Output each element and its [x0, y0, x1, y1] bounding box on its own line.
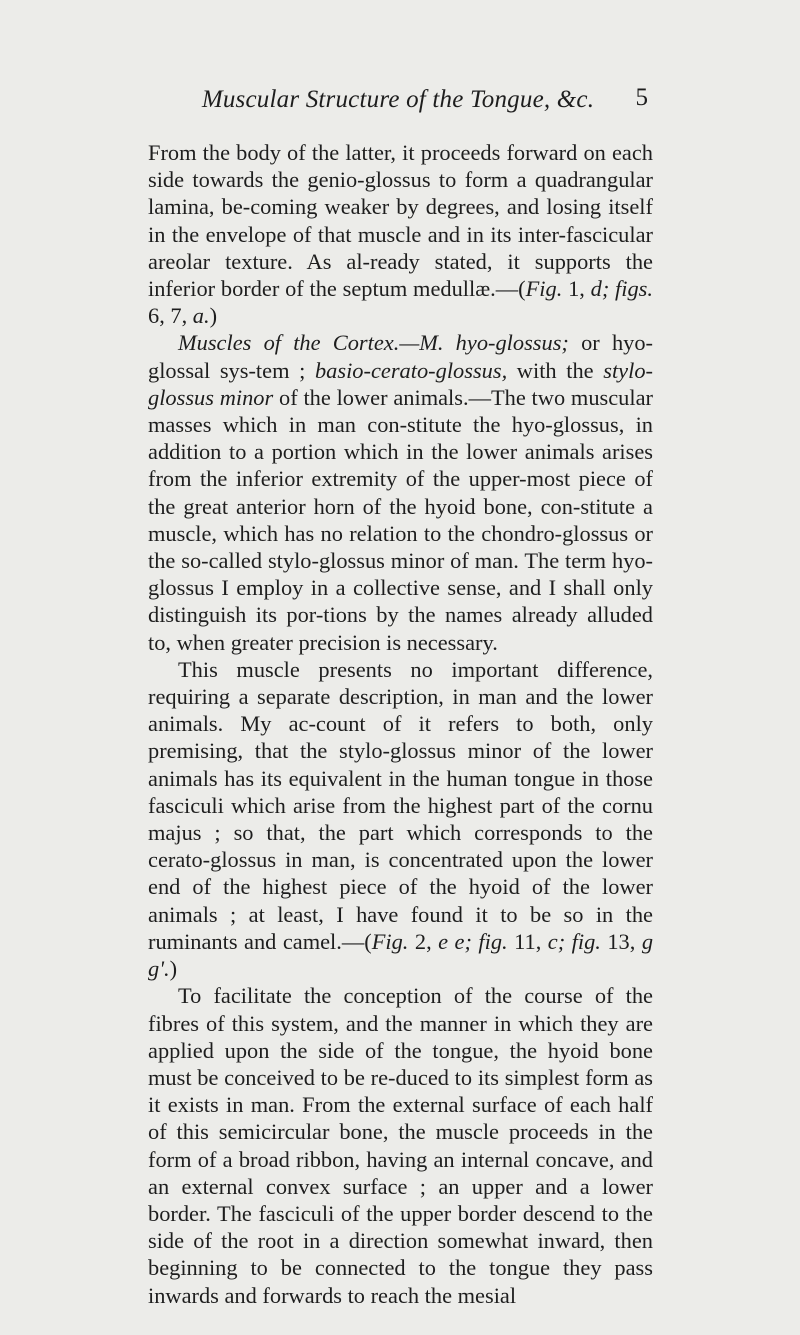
paragraph [148, 982, 653, 1308]
running-title: Muscular Structure of the Tongue, &c. [201, 86, 595, 113]
text-run: 11, [507, 928, 548, 954]
text-run: or hyo-glossal sys-tem ; [148, 330, 653, 383]
italic-run: a. [192, 303, 210, 329]
italic-run: Muscles of the Cortex.—M. hyo-glossus; [178, 330, 569, 356]
page-number: 5 [635, 84, 648, 111]
paragraph [148, 139, 653, 329]
text-run: 2, [408, 928, 439, 954]
text-run: 13, [600, 928, 642, 954]
text-run: 6, 7, [148, 303, 193, 329]
italic-run: d; figs. [590, 276, 653, 302]
paragraph [148, 656, 653, 982]
italic-run: g g'. [148, 928, 654, 982]
italic-run: Fig. [525, 276, 563, 302]
italic-run: stylo-glossus minor [148, 357, 653, 410]
text-run: of the lower animals.—The two muscular masses which in man con-stitute the hyo-glossus, in addition to a portion which in the lower animals arises from the inferior extremity of the upper-most piece of the great anterior horn of the hyoid bone, con-stitute a muscle, which has no relation to the chondro-glossus or the so-called stylo-glossus minor of man. The term hyo-glossus I employ in a collective sense, and I shall only distinguish its por-tions by the names already alluded to, when greater precision is necessary. [148, 384, 653, 655]
text-run: This muscle presents no important difference, requiring a separate description, in man and the lower animals. My ac-count of it refers to both, only premising, that the stylo-glossus minor of the lower animals has its equivalent in the human tongue in those fasciculi which arise from the highest part of the cornu majus ; so that, the part which corresponds to the cerato-glossus in man, is concentrated upon the lower end of the highest piece of the hyoid of the lower animals ; at least, I have found it to be so in the ruminants and camel.—( [148, 656, 653, 954]
text-run: ) [169, 956, 178, 982]
text-run: To facilitate the conception of the course of the fibres of this system, and the manner in which they are applied upon the side of the tongue, the hyoid bone must be conceived to be re-duced to its simplest form as it exists in man. From the external surface of each half of this semicircular bone, the muscle proceeds in the form of a broad ribbon, having an internal concave, and an external convex surface ; an upper and a lower border. The fasciculi of the upper border descend to the side of the root in a direction somewhat inward, then beginning to be connected to the tongue they pass inwards and forwards to reach the mesial [148, 983, 653, 1308]
italic-run: c; fig. [547, 928, 601, 954]
italic-run: e e; fig. [438, 928, 508, 954]
body-text [148, 139, 653, 1309]
text-run: ) [209, 303, 218, 329]
text-run: From the body of the latter, it proceeds forward on each side towards the genio-glossus to form a quadrangular lamina, be-coming weaker by degrees, and losing itself in the envelope of that muscle and in its inter-fascicular areolar texture. As al-ready stated, it supports the inferior border of the septum medullæ.—( [148, 140, 653, 302]
text-run: 1, [562, 276, 591, 302]
paragraph [148, 329, 653, 655]
text-run: with the [507, 357, 604, 383]
italic-run: Fig. [371, 928, 409, 954]
italic-run: basio-cerato-glossus, [314, 357, 508, 383]
